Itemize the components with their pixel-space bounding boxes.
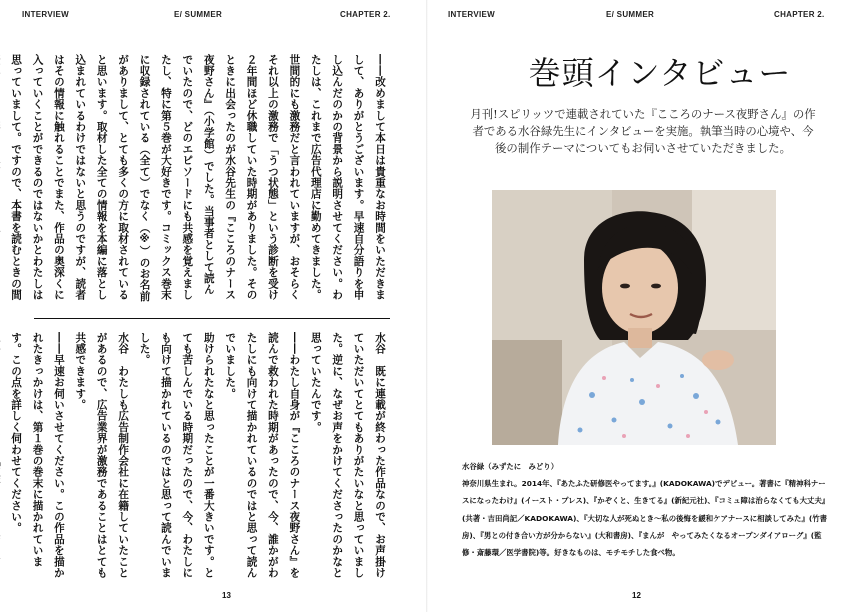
author-portrait-photo	[492, 190, 776, 445]
profile-bio: 神奈川県生まれ。2014年、『あたふた研修医やってます。』(KADOKAWA)でデビュー。著書に『精神科ナースになったわけ』(イースト・プレス)、『かぞくと、生きてる』(新紀元社)、『コミュ障は治らなくても大丈夫』(共著・吉田尚記／KADOKAWA)、『大切な人が死ぬとき～私の後悔を緩和ケアナースに相談してみた』(竹書房)、『男との付き合い方が分からない』(大和書房)、『まんが やってみたくなるオープンダイアローグ』(監修・斎藤環／医学書院)等。好きなものは、モチモチした食べ物。	[462, 479, 830, 558]
dialogue-paragraph	[5, 332, 69, 582]
header-chapter-label: CHAPTER 2.	[340, 10, 391, 19]
dialogue-paragraph	[133, 332, 219, 582]
column-divider	[34, 318, 390, 319]
dialogue-text	[0, 332, 1, 578]
profile-name: 水谷緑（みずたに みどり）	[462, 462, 559, 471]
speaker-label	[0, 332, 1, 354]
page-number: 12	[632, 591, 641, 600]
dialogue-paragraph	[69, 332, 133, 582]
dialogue-text: ――早速お伺いさせてください。この作品を描かれたきっかけは、第１巻の巻末に描かれています。この点を詳しく伺わせてください。	[10, 332, 65, 579]
dialogue-text: 既に連載が終わった作品なので、お声掛けていただいてとてもありがたいなと思っていました。逆に、なぜお声をかけてくださったのかなと思っていたんです。	[309, 332, 386, 579]
header-issue-label: E/ SUMMER	[174, 10, 223, 19]
dialogue-text: ――わたし自身が『こころのナース夜野さん』を読んで救われた時期があったので、今、誰かがわたしにも向けて描かれているのではと思って読んでいました。	[224, 332, 301, 579]
author-profile	[462, 458, 832, 561]
header-issue-label: E/ SUMMER	[606, 10, 655, 19]
speaker-label: 水谷	[117, 332, 130, 355]
speaker-label: 水谷	[374, 332, 386, 355]
dialogue-paragraph	[219, 332, 305, 582]
dialogue-paragraph	[304, 332, 390, 582]
page-title: 巻頭インタビュー	[528, 54, 792, 92]
header-chapter-label: CHAPTER 2.	[774, 10, 825, 19]
upper-paragraph: ――改めまして本日は貴重なお時間をいただきまして、ありがとうございます。早速自分語りを申し込んだのかの背景から説明させてください。わたしは、これまで広告代理店に勤めてきました。世間的にも激務だと言われていますが、おそらくそれ以上の激務で「うつ状態」という診断を受け２年間ほど休職していた時期がありました。そのときに出会ったのが水谷先生の『こころのナース夜野さん』（小学館）でした。当事者として読んでいたので、どのエピソードにも共感を覚えましたし、特に第５巻が大好きです。コミックス巻末に収録されている（全て）でなく（※）のお名前がありまして、とても多くの方に取材されていると思います。取材した全ての情報を本編に落とし込まれているわけではないと思うのですが、読者はその情報に触れることでまた、作品の奥深くに入っていくことができるのではないかとわたしは思っていまして。ですので、本書を読むときの間	[10, 54, 386, 302]
upper-text-column	[10, 54, 390, 304]
dialogue-text: わたしも広告制作会社に在籍していたことがあるので、広告業界が激務であることはとても共感できます。	[74, 332, 130, 579]
lead-paragraph: 月刊!スピリッツで連載されていた『こころのナース夜野さん』の作者である水谷緑先生にインタビューを実施。執筆当時の心境や、今後の制作テーマについてもお伺いさせていただきました。	[470, 107, 816, 155]
page-number: 13	[222, 591, 231, 600]
dialogue-paragraph	[0, 332, 5, 582]
lower-text-column	[10, 332, 390, 582]
right-page	[428, 0, 856, 612]
header-section-label: INTERVIEW	[448, 10, 496, 19]
dialogue-text: 助けられたなと思ったことが一番大きいです。とても苦しんでいる時期だったので、今、わたしにも向けて描かれているのではと思って読んでいました。	[138, 332, 215, 579]
header-section-label: INTERVIEW	[22, 10, 70, 19]
